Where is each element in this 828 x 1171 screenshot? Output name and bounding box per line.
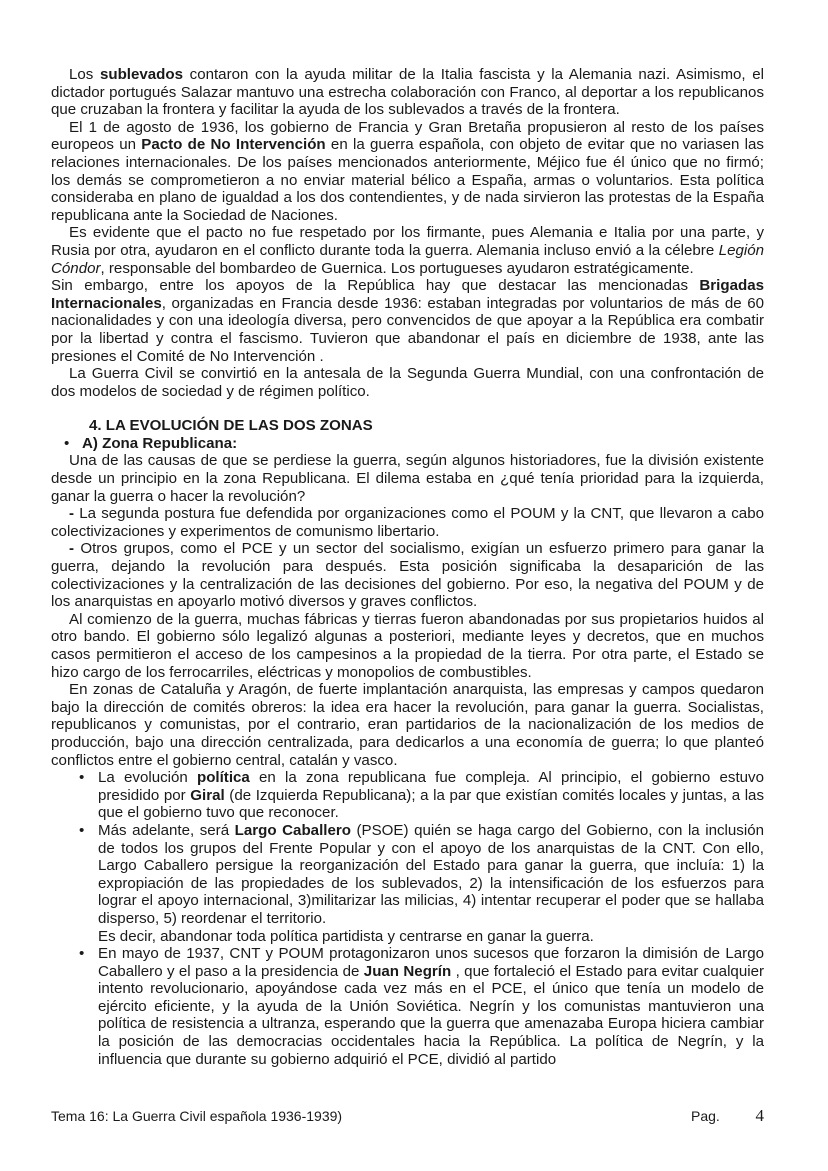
page-label: Pag. [691,1108,720,1124]
page-footer [51,1106,764,1126]
paragraph: En zonas de Cataluña y Aragón, de fuerte implantación anarquista, las empresas y campos quedaron bajo la dirección de comités obreros: la idea era hacer la revolución, para ganar la guerra. Socialistas, republicanos y comunistas, por el contrario, eran partidarios de la nacionalización de los medios de producción, bajo una dirección centralizada, para dedicarlos a una economía de guerra; lo que planteó conflictos entre el gobierno central, catalán y vasco. [51,681,764,769]
dash-icon: - [69,505,75,523]
paragraph: Sin embargo, entre los apoyos de la República hay que destacar las mencionadas Brigadas Internacionales, organizadas en Francia desde 1936: estaban integradas por voluntarios de más de 60 nacionalidades y con una ideología diversa, pero convencidos de que apoyar a la República era combatir por la libertad y contra el fascismo. Tuvieron que abandonar el país en diciembre de 1938, ante las presiones el Comité de No Intervención . [51,277,764,365]
list-item: • Más adelante, será Largo Caballero (PSOE) quién se haga cargo del Gobierno, con la inclusión de todos los grupos del Frente Popular y con el apoyo de los anarquistas de la CNT. Con ello, Largo Caballero persigue la reorganización del Estado para ganar la guerra, que incluía: 1) la expropiación de las propiedades de los sublevados, 2) la intensificación de los esfuerzos para lograr el apoyo internacional, 3)militarizar las milicias, 4) intentar recuperar el poder que se hallaba disperso, 5) reordenar el territorio. Es decir, abandonar toda política partidista y centrarse en ganar la guerra. [79,821,764,945]
section-heading: 4. LA EVOLUCIÓN DE LAS DOS ZONAS [89,417,373,435]
subsection-heading: • A) Zona Republicana: [64,434,238,452]
paragraph: Una de las causas de que se perdiese la guerra, según algunos historiadores, fue la división existente desde un principio en la zona Republicana. El dilema estaba en ¿qué tenía prioridad para la izquierda, ganar la guerra o hacer la revolución? [51,452,764,505]
footer-title: Tema 16: La Guerra Civil española 1936-1939) [51,1108,343,1124]
bullet-icon: • [64,434,70,452]
page-number: 4 [755,1106,764,1125]
document-body [51,66,764,1068]
paragraph: El 1 de agosto de 1936, los gobierno de Francia y Gran Bretaña propusieron al resto de los países europeos un Pacto de No Intervención en la guerra española, con objeto de evitar que no variasen las relaciones internacionales. De los países mencionados anteriormente, Méjico fue él único que no firmó; los demás se comprometieron a no enviar material bélico a España, armas o voluntarios. Esta política consideraba en plano de igualdad a los dos contendientes, y de nada sirvieron las protestas de la España republicana ante la Sociedad de Naciones. [51,118,764,224]
bullet-icon: • [79,769,85,787]
paragraph: - La segunda postura fue defendida por organizaciones como el POUM y la CNT, que llevaron a cabo colectivizaciones y experimentos de comunismo libertario. [51,505,764,540]
list-item: • La evolución política en la zona republicana fue compleja. Al principio, el gobierno estuvo presidido por Giral (de Izquierda Republicana); a la par que existían comités locales y juntas, a las que el gobierno tuvo que reconocer. [79,769,764,822]
paragraph: Es evidente que el pacto no fue respetado por los firmante, pues Alemania e Italia por una parte, y Rusia por otra, ayudaron en el conflicto durante toda la guerra. Alemania incluso envió a la célebre Legión Cóndor, responsable del bombardeo de Guernica. Los portugueses ayudaron estratégicamente. [51,224,764,277]
bullet-list [51,769,764,1068]
dash-icon: - [69,540,75,558]
paragraph: Los sublevados contaron con la ayuda militar de la Italia fascista y la Alemania nazi. Asimismo, el dictador portugués Salazar mantuvo una estrecha colaboración con Franco, al deportar a los republicanos que cruzaban la frontera y facilitar la ayuda de los sublevados a través de la frontera. [51,66,764,119]
bullet-icon: • [79,945,85,963]
list-item: • En mayo de 1937, CNT y POUM protagonizaron unos sucesos que forzaron la dimisión de Largo Caballero y el paso a la presidencia de Juan Negrín , que fortaleció el Estado para evitar cualquier intento revolucionario, apoyándose cada vez más en el PCE, el único que tenía un modelo de ejército eficiente, y la ayuda de la Unión Soviética. Negrín y los comunistas mantuvieron una política de resistencia a ultranza, esperando que la guerra que amenazaba Europa hiciera cambiar la posición de las democracias occidentales hacia la República. La política de Negrín, y la influencia que durante su gobierno adquirió el PCE, dividió al partido [79,945,764,1068]
bullet-icon: • [79,821,85,839]
paragraph: La Guerra Civil se convirtió en la antesala de la Segunda Guerra Mundial, con una confrontación de dos modelos de sociedad y de régimen político. [51,365,764,400]
paragraph: Al comienzo de la guerra, muchas fábricas y tierras fueron abandonadas por sus propietarios huidos al otro bando. El gobierno sólo legalizó algunas a posteriori, mediante leyes y decretos, que en muchos casos permitieron el acceso de los campesinos a la propiedad de la tierra. Por otra parte, el Estado se hizo cargo de los ferrocarriles, eléctricas y monopolios de combustibles. [51,610,764,681]
paragraph: - Otros grupos, como el PCE y un sector del socialismo, exigían un esfuerzo primero para ganar la guerra, dejando la revolución para después. Esta posición significaba la desaparición de las colectivizaciones y la centralización de las decisiones del gobierno. Por eso, la negativa del POUM y de los anarquistas en apoyarlo motivó diversos y graves conflictos. [51,540,764,611]
